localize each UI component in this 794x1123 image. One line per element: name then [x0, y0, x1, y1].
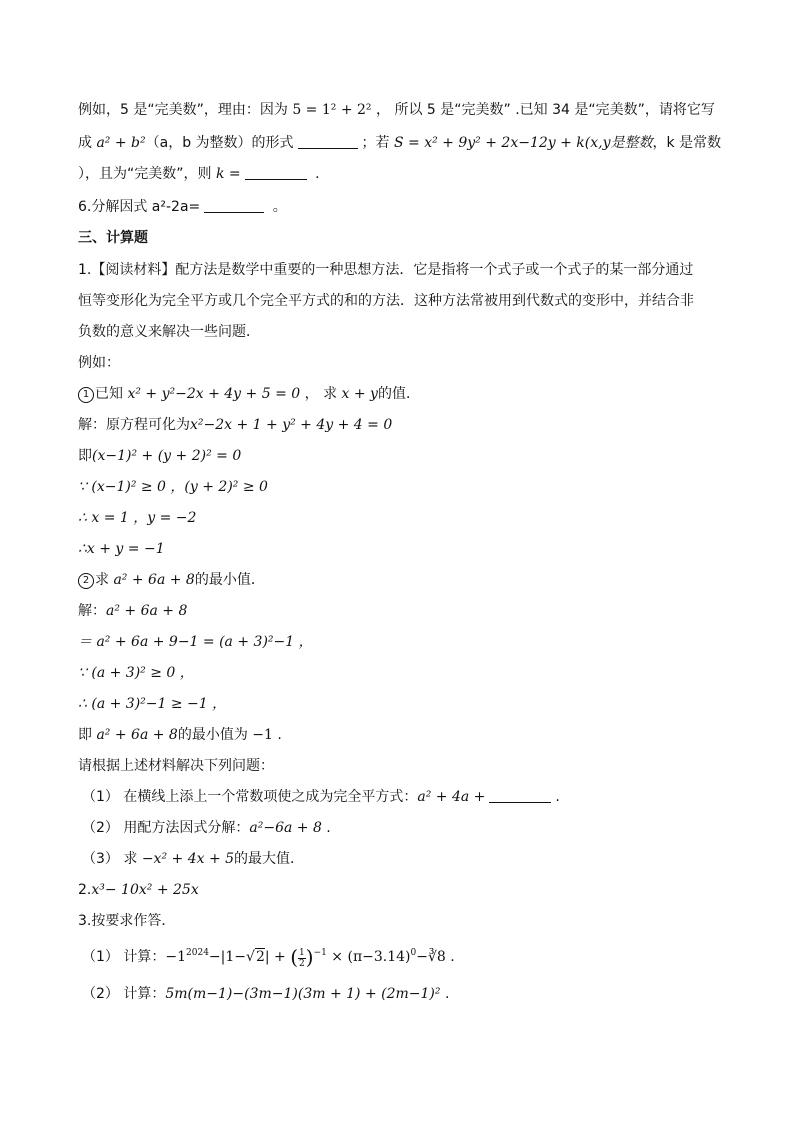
math: a² + 6a + 8 [113, 572, 195, 588]
task-number: （1） [82, 949, 119, 965]
text: 例如，5 是“完美数”，理由：因为 [78, 102, 293, 118]
text: . [445, 949, 455, 965]
solution-line: ＝ a² + 6a + 9−1 = (a + 3)²−1 ， [78, 634, 313, 650]
task-number: （3） [82, 851, 119, 867]
circled-number: 2 [78, 573, 94, 589]
math: −1 [252, 727, 273, 743]
solution-line [78, 725, 282, 745]
exponent: 0 [410, 948, 417, 958]
answer-blank [298, 134, 358, 149]
example-2 [78, 570, 265, 590]
fraction [298, 948, 306, 969]
text: 成 [78, 135, 97, 151]
text: 的值． [377, 386, 420, 402]
math: ∛8 [428, 949, 446, 965]
math: (x−1)² + (y + 2)² = 0 [92, 448, 242, 464]
math: k = [215, 166, 241, 182]
math: a² + 4a + [417, 789, 486, 805]
text: ， 所以 5 是“完美数” .已知 34 是“完美数”，请将它写 [371, 102, 715, 118]
task-1 [82, 787, 560, 807]
text: 的最小值为 [177, 727, 253, 743]
math: a² + 6a + 8 [106, 603, 188, 619]
text: 计算： [118, 986, 166, 1002]
math: −1 [165, 949, 187, 965]
math: −x² + 4x + 5 [141, 851, 235, 867]
text: 的最小值． [194, 572, 265, 588]
example-label: 例如： [78, 355, 120, 371]
text: ），且为“完美数”，则 [78, 166, 216, 182]
solution-line: ∵ (x−1)² ≥ 0 ，(y + 2)² ≥ 0 [78, 479, 268, 495]
solution-line [78, 446, 241, 466]
text: 的最大值． [234, 851, 305, 867]
text: 用配方法因式分解： [118, 820, 250, 836]
tasks-intro: 请根据上述材料解决下列问题： [78, 758, 274, 774]
question-2 [78, 880, 199, 900]
text: 即 [78, 727, 97, 743]
question-3-title: 3.按要求作答． [78, 913, 176, 929]
question-3-part-2 [82, 984, 449, 1004]
solution-line: ∵ (a + 3)² ≥ 0 ， [78, 665, 194, 681]
question-6 [78, 197, 287, 217]
text: ；若 [361, 135, 394, 151]
text-line [78, 133, 721, 153]
solution-line [78, 601, 187, 621]
text: 6.分解因式 a²-2a= [78, 199, 201, 215]
paragraph-line: 1.【阅读材料】配方法是数学中重要的一种思想方法．它是指将一个式子或一个式子的某一部分通过 [78, 262, 694, 278]
paragraph-line: 恒等变形化为完全平方或几个完全平方式的和的方法．这种方法常被用到代数式的变形中，并结合非 [78, 293, 694, 309]
math: a²−6a + 8 [249, 820, 322, 836]
text: 解：原方程可化为 [78, 417, 190, 433]
text: . [440, 986, 450, 1002]
answer-blank [245, 165, 307, 180]
text: 已知 [95, 386, 128, 402]
exponent: 2024 [186, 948, 209, 958]
denominator: 2 [299, 959, 305, 969]
section-title: 三、计算题 [78, 230, 148, 246]
math: a² + 6a + 8 [96, 727, 178, 743]
text: （a，b 为整数）的形式 [145, 135, 294, 151]
circled-number: 1 [78, 387, 94, 403]
math: x + y [341, 386, 378, 402]
math: 2 [255, 949, 265, 965]
answer-blank [204, 198, 264, 213]
example-1 [78, 384, 420, 404]
math: S = x² + 9y² + 2x−12y + k(x,y是整数 [394, 135, 653, 151]
math: × (π−3.14) [326, 949, 411, 965]
solution-line: ∴ x = 1 ，y = −2 [78, 510, 197, 526]
task-number: （2） [82, 820, 119, 836]
task-number: （1） [82, 789, 119, 805]
text: ，k 是常数 [652, 135, 722, 151]
math: | + [264, 949, 291, 965]
math: − [416, 949, 428, 965]
text-line [78, 100, 715, 120]
exponent: −1 [313, 948, 327, 958]
math: x²−2x + 1 + y² + 4y + 4 = 0 [190, 417, 393, 433]
task-3 [82, 849, 304, 869]
text: . [310, 166, 320, 182]
math: 5 = 1² + 2² [292, 102, 372, 118]
text: 。 [268, 199, 287, 215]
text: 在横线上添上一个常数项使之成为完全平方式： [118, 789, 418, 805]
text: 求 [95, 572, 114, 588]
paragraph-line: 负数的意义来解决一些问题． [78, 324, 260, 340]
text: 2. [78, 882, 92, 898]
solution-line: ∴ (a + 3)²−1 ≥ −1 ， [78, 696, 227, 712]
task-2 [82, 818, 331, 838]
text: 即 [78, 448, 92, 464]
numerator: 1 [299, 948, 305, 958]
task-number: （2） [82, 986, 119, 1002]
math: x³− 10x² + 25x [91, 882, 199, 898]
question-3-part-1: （1） 计算：$-1^{2024}-|1-√2|$ + ( $\frac{1}{2}$ )$^{-1} \times (\pi-3.14)^0-∛8$ . [82, 945, 455, 969]
solution-line [78, 415, 392, 435]
answer-blank [489, 788, 551, 803]
text: 计算： [118, 949, 166, 965]
math: a² + b² [96, 135, 146, 151]
solution-line: ∴x + y = −1 [78, 541, 165, 557]
text: 求 [118, 851, 142, 867]
math: x² + y²−2x + 4y + 5 = 0 [127, 386, 301, 402]
math: −|1− [208, 949, 247, 965]
text: . [272, 727, 282, 743]
math: 5m(m−1)−(3m−1)(3m + 1) + (2m−1)² [165, 986, 441, 1002]
text-line [78, 164, 320, 184]
text: 解： [78, 603, 106, 619]
text: ， 求 [300, 386, 342, 402]
text: . [555, 789, 560, 805]
text: . [321, 820, 331, 836]
